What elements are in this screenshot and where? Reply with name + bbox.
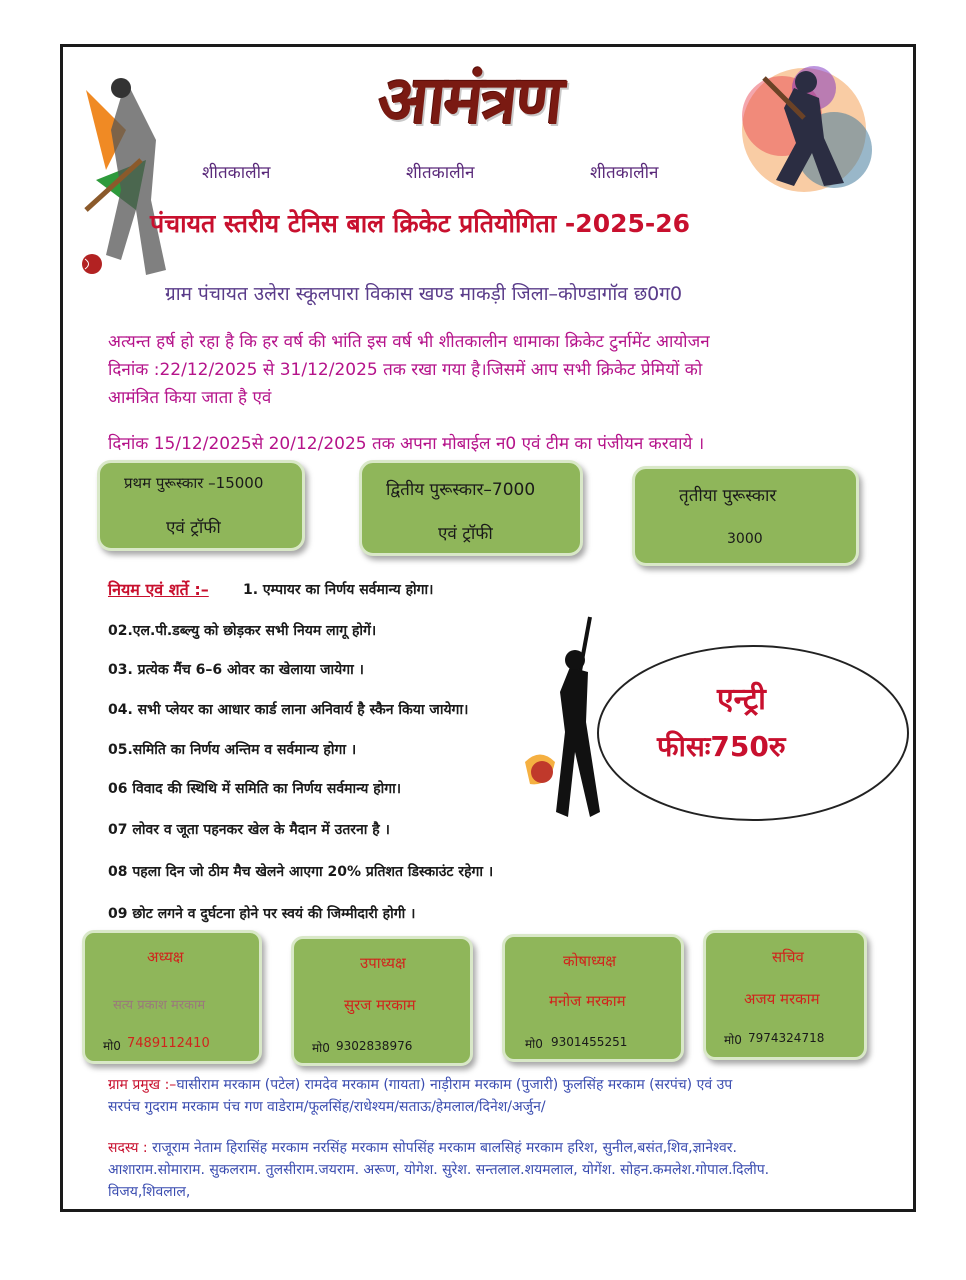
prize-box-first xyxy=(97,460,305,551)
village-heads-line-2: सरपंच गुदराम मरकाम पंच गण वाडेराम/फूलसिंह/राधेश्यम/सताऊ/हेमलाल/दिनेश/अर्जुन/ xyxy=(108,1099,546,1115)
prize-third-amount: 3000 xyxy=(727,531,763,547)
official-phone-prefix: मो0 xyxy=(103,1039,121,1053)
rule-item: 09 छोट लगने व दुर्घटना होने पर स्वयं की जिम्मीदारी होगी । xyxy=(108,906,416,922)
members-line-3: विजय,शिवलाल, xyxy=(108,1184,191,1200)
official-name: सत्य प्रकाश मरकाम xyxy=(113,998,206,1013)
intro-line-3: आमंत्रित किया जाता है एवं xyxy=(108,388,272,408)
rule-item: 05.समिति का निर्णय अन्तिम व सर्वमान्य होगा । xyxy=(108,742,357,758)
prize-box-third xyxy=(632,466,859,566)
intro-line-1: अत्यन्त हर्ष हो रहा है कि हर वर्ष की भांति इस वर्ष भी शीतकालीन धामाका क्रिकेट टुर्नामेंट आयोजन xyxy=(108,332,710,352)
rule-item: 08 पहला दिन जो ठीम मैच खेलने आएगा 20% प्रतिशत डिस्काउंट रहेगा । xyxy=(108,864,494,880)
prize-second-trophy: एवं ट्रॉफी xyxy=(438,524,493,544)
village-heads-line-1 xyxy=(108,1075,868,1096)
season-label-1: शीतकालीन xyxy=(202,163,271,183)
invitation-title: आमंत्रण xyxy=(374,62,566,139)
official-box-treasurer xyxy=(502,934,684,1062)
official-role: अध्यक्ष xyxy=(147,948,184,966)
rule-item: 04. सभी प्लेयर का आधार कार्ड लाना अनिवार्य है स्कैन किया जायेगा। xyxy=(108,702,469,718)
rule-item: 1. एम्पायर का निर्णय सर्वमान्य होगा। xyxy=(243,582,434,598)
official-phone: 7489112410 xyxy=(127,1036,210,1051)
cricket-ball-icon xyxy=(80,252,104,276)
village-heads-names: घासीराम मरकाम (पटेल) रामदेव मरकाम (गायता) नाड़ीराम मरकाम (पुजारी) फुलसिंह मरकाम (सरपंच) एवं उप xyxy=(176,1077,733,1093)
rule-item: 07 लोवर व जूता पहनकर खेल के मैदान में उतरना है । xyxy=(108,822,390,838)
prize-first-amount: प्रथम पुरूस्कार –15000 xyxy=(124,474,264,492)
batsman-right-illustration xyxy=(724,58,880,198)
official-role: सचिव xyxy=(772,948,804,966)
official-phone: 7974324718 xyxy=(748,1031,825,1045)
official-box-president xyxy=(82,930,262,1064)
prize-box-second xyxy=(359,460,583,556)
tournament-headline: पंचायत स्तरीय टेनिस बाल क्रिकेट प्रतियोगिता -2025-26 xyxy=(150,209,691,238)
official-name: सुरज मरकाम xyxy=(344,996,416,1014)
batsman-left-illustration xyxy=(66,60,176,320)
official-role: कोषाध्यक्ष xyxy=(563,952,617,970)
official-phone-prefix: मो0 xyxy=(525,1037,543,1051)
entry-fee-oval xyxy=(597,645,909,821)
official-phone-prefix: मो0 xyxy=(312,1041,330,1055)
entry-fee-amount: फीसः750रु xyxy=(657,730,786,763)
village-heads-label: ग्राम प्रमुख :– xyxy=(108,1077,177,1093)
season-label-3: शीतकालीन xyxy=(590,163,659,183)
members-names: राजूराम नेताम हिरासिंह मरकाम नरसिंह मरकाम सोपसिंह मरकाम बालसिहं मरकाम हरिश, सुनील,बसंत,शिव,ज्ञानेश्वर. xyxy=(152,1140,737,1156)
members-line-2: आशाराम.सोमाराम. सुकलराम. तुलसीराम.जयराम. अरूण, योगेश. सुरेश. सन्तलाल.शयमलाल, योगेंश. सोहन.कमलेश.गोपाल.दिलीप. xyxy=(108,1162,770,1178)
official-role: उपाध्यक्ष xyxy=(360,954,406,972)
official-name: अजय मरकाम xyxy=(744,990,820,1008)
registration-text: दिनांक 15/12/2025से 20/12/2025 तक अपना मोबाईल न0 एवं टीम का पंजीयन करवाये । xyxy=(108,434,705,454)
members-label: सदस्य : xyxy=(108,1140,148,1156)
venue-text: ग्राम पंचायत उलेरा स्कूलपारा विकास खण्ड माकड़ी जिला–कोण्डागॉव छ0ग0 xyxy=(165,283,683,305)
official-phone: 9302838976 xyxy=(336,1039,413,1053)
rule-item: 06 विवाद की स्थिथि में समिति का निर्णय सर्वमान्य होगा। xyxy=(108,781,402,797)
rule-item: 03. प्रत्येक मैंच 6–6 ओवर का खेलाया जायेगा । xyxy=(108,662,364,678)
official-phone-prefix: मो0 xyxy=(724,1033,742,1047)
official-phone: 9301455251 xyxy=(551,1035,628,1049)
members-line-1 xyxy=(108,1138,868,1159)
official-box-vice-president xyxy=(291,936,473,1066)
official-name: मनोज मरकाम xyxy=(549,992,626,1010)
prize-second-amount: द्वितीय पुरूस्कार–7000 xyxy=(386,480,536,500)
rule-item: 02.एल.पी.डब्ल्यु को छोड़कर सभी नियम लागू होगें। xyxy=(108,623,377,639)
official-box-secretary xyxy=(703,930,867,1060)
intro-line-2: दिनांक :22/12/2025 से 31/12/2025 तक रखा गया है।जिसमें आप सभी क्रिकेट प्रेमियों को xyxy=(108,360,703,380)
season-label-2: शीतकालीन xyxy=(406,163,475,183)
rules-heading: नियम एवं शर्ते :– xyxy=(108,580,209,599)
prize-first-trophy: एवं ट्रॉफी xyxy=(166,518,221,538)
entry-fee-label: एन्ट्री xyxy=(717,682,766,717)
prize-third-title: तृतीया पुरूस्कार xyxy=(679,486,777,506)
